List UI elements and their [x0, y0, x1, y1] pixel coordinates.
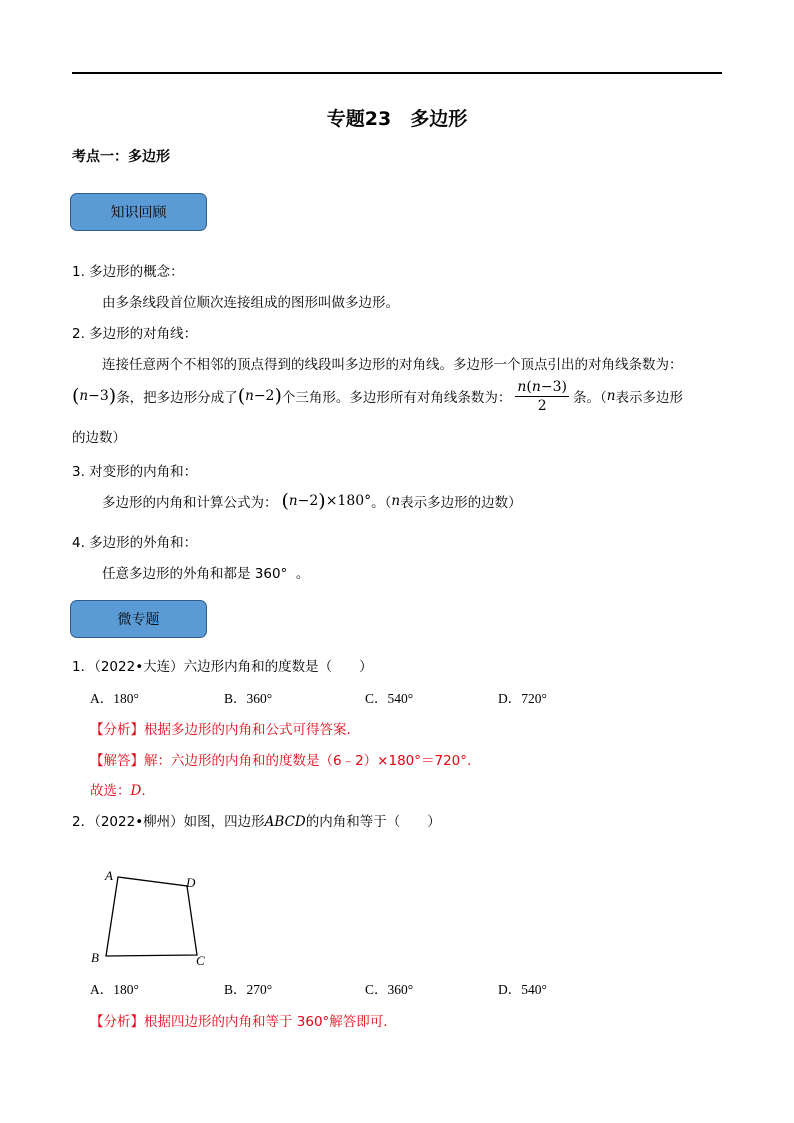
q1-option-b: B．360°	[224, 691, 273, 706]
vertex-label-a: A	[105, 868, 113, 883]
review-item-2-formula-line: ( n −3 ) 条，把多边形分成了 ( n −2 ) 个三角形。多边形所有对角线条数为： $\frac{n(n-3)}{2}$ 条。（ n 表示多边形	[72, 378, 683, 414]
vertex-label-c: C	[196, 953, 205, 968]
review-item-2-tail: 的边数）	[72, 430, 126, 446]
vertex-label-d: D	[186, 875, 196, 890]
section-heading: 考点一：多边形	[72, 149, 170, 165]
q1-analysis: 【分析】根据多边形的内角和公式可得答案.	[90, 722, 351, 738]
quadrilateral-abcd	[106, 877, 197, 956]
question-1-stem: 1．（2022•大连）六边形内角和的度数是（ ）	[72, 659, 373, 675]
practice-pill	[70, 600, 207, 638]
page-title: 专题23 多边形	[326, 108, 468, 130]
q2-option-a: A．180°	[90, 982, 139, 997]
review-pill	[70, 193, 207, 231]
review-item-3-body: 多边形的内角和计算公式为： ( n −2 ) ×180° 。（ n 表示多边形的边数）	[102, 490, 522, 512]
q1-option-c: C．540°	[365, 691, 414, 706]
review-item-3-title: 3. 对变形的内角和：	[72, 464, 198, 480]
q1-option-a: A．180°	[90, 691, 139, 706]
question-2-stem: 2．（2022•柳州）如图，四边形ABCD的内角和等于（ ）	[72, 814, 441, 830]
q1-option-d: D．720°	[498, 691, 547, 706]
review-item-1-title: 1. 多边形的概念：	[72, 264, 184, 280]
q1-solution: 【解答】解：六边形的内角和的度数是（6﹣2）×180°＝720°.	[90, 753, 472, 769]
q2-option-c: C．360°	[365, 982, 414, 997]
review-item-2-title: 2. 多边形的对角线：	[72, 326, 198, 342]
q2-option-d: D．540°	[498, 982, 547, 997]
review-item-2-body: 连接任意两个不相邻的顶点得到的线段叫多边形的对角线。多边形一个顶点引出的对角线条数为：	[102, 357, 683, 373]
review-pill-label: 知识回顾	[110, 205, 167, 221]
vertex-label-b: B	[91, 950, 99, 965]
practice-pill-label: 微专题	[117, 612, 160, 628]
q2-option-b: B．270°	[224, 982, 273, 997]
header-rule	[72, 72, 722, 74]
review-item-4-body: 任意多边形的外角和都是 360° 。	[102, 566, 310, 582]
diagonal-fraction: $\frac{n(n-3)}{2}$	[517, 378, 568, 414]
q2-analysis: 【分析】根据四边形的内角和等于 360°解答即可.	[90, 1014, 388, 1030]
q1-answer: 故选：D.	[90, 783, 146, 799]
review-item-4-title: 4. 多边形的外角和：	[72, 535, 198, 551]
review-item-1-body: 由多条线段首位顺次连接组成的图形叫做多边形。	[102, 295, 399, 311]
quadrilateral-figure	[80, 860, 220, 972]
